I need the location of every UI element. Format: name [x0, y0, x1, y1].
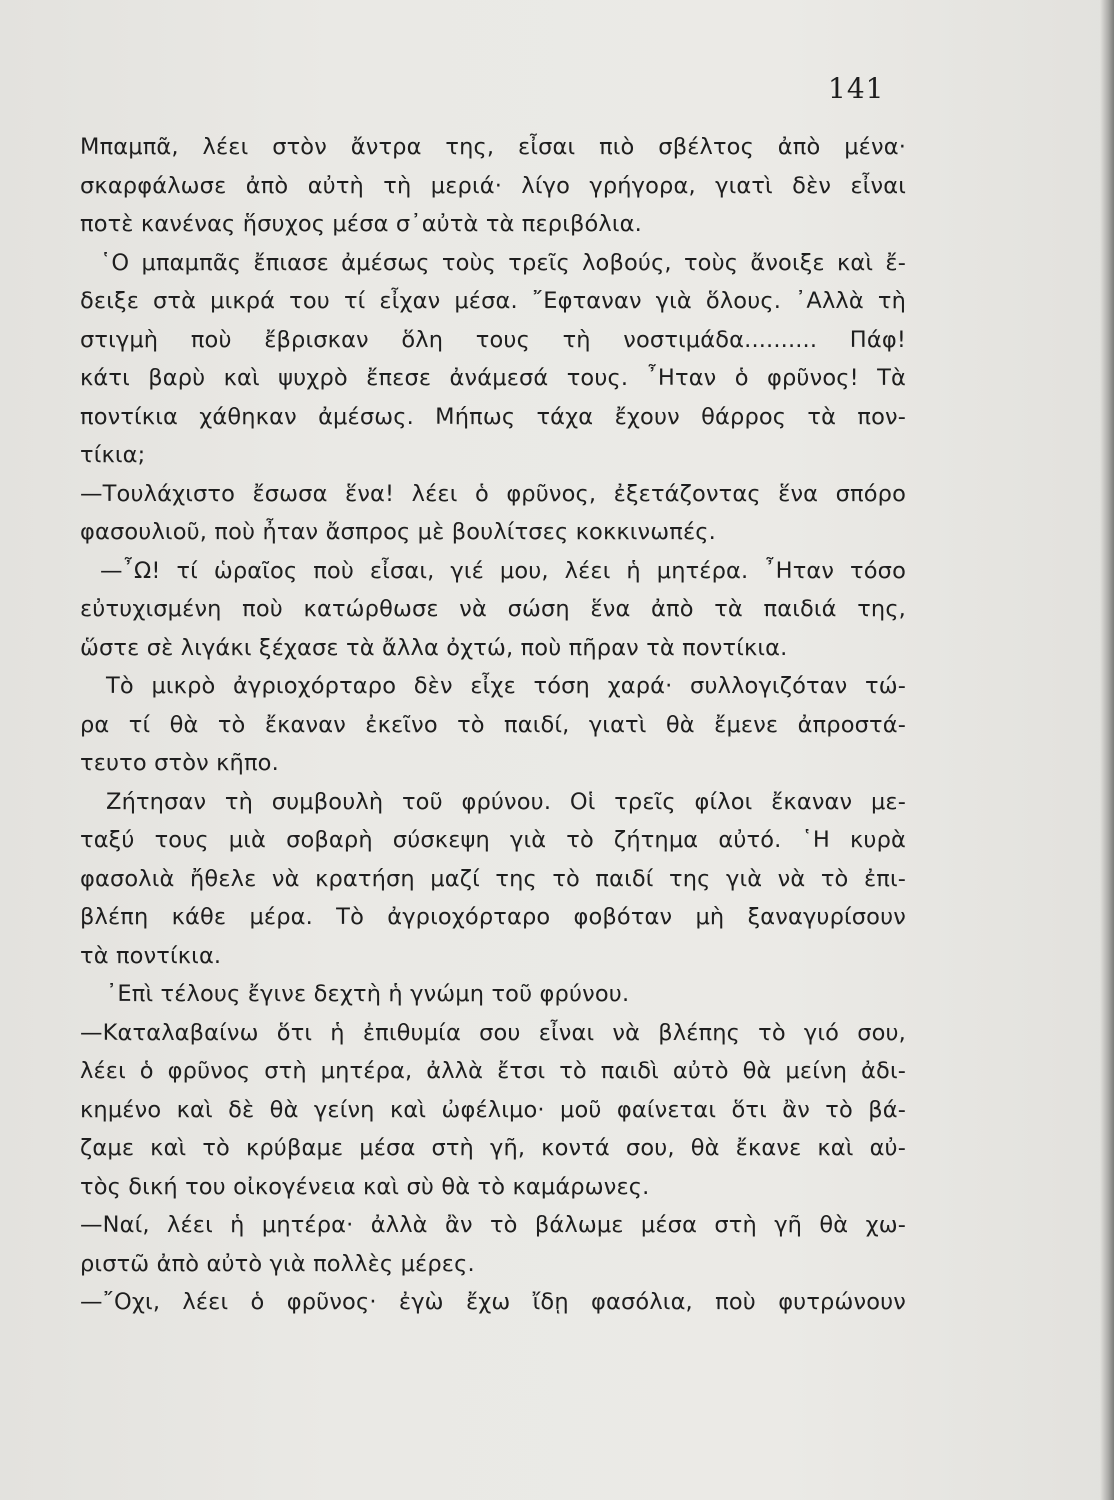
text-line: ταξύ τους μιὰ σοβαρὴ σύσκεψη γιὰ τὸ ζήτημα αὐτό. ῾Η κυρὰ — [80, 827, 906, 853]
text-line: —Ναί, λέει ἡ μητέρα· ἀλλὰ ἂν τὸ βάλωμε μέσα στὴ γῆ θὰ χω- — [80, 1212, 906, 1238]
text-line: Μπαμπᾶ, λέει στὸν ἄντρα της, εἶσαι πιὸ σβέλτος ἀπὸ μένα· — [80, 134, 906, 160]
text-line: ρα τί θὰ τὸ ἔκαναν ἐκεῖνο τὸ παιδί, γιατὶ θὰ ἔμενε ἀπροστά- — [80, 711, 906, 738]
text-line: σκαρφάλωσε ἀπὸ αὐτὴ τὴ μεριά· λίγο γρήγορα, γιατὶ δὲν εἶναι — [80, 172, 906, 199]
text-line: —Τουλάχιστο ἔσωσα ἕνα! λέει ὁ φρῦνος, ἐξετάζοντας ἕνα σπόρο — [80, 480, 906, 507]
page-edge-shadow — [1100, 0, 1114, 1500]
text-line: ποτὲ κανένας ἥσυχος μέσα σ᾿αὐτὰ τὰ περιβόλια. — [80, 211, 642, 237]
text-line: τὰ ποντίκια. — [80, 942, 222, 969]
text-line: δειξε στὰ μικρά του τί εἶχαν μέσα. ῎Εφταναν γιὰ ὅλους. ᾿Αλλὰ τὴ — [80, 288, 906, 314]
text-line: ὥστε σὲ λιγάκι ξέχασε τὰ ἄλλα ὀχτώ, ποὺ πῆραν τὰ ποντίκια. — [80, 634, 788, 661]
text-line: στιγμὴ ποὺ ἔβρισκαν ὅλη τους τὴ νοστιμάδα.......... Πάφ! — [80, 326, 906, 353]
text-line: Τὸ μικρὸ ἀγριοχόρταρο δὲν εἶχε τόση χαρά· συλλογιζόταν τώ- — [106, 673, 906, 699]
text-line: ῾Ο μπαμπᾶς ἔπιασε ἀμέσως τοὺς τρεῖς λοβούς, τοὺς ἄνοιξε καὶ ἔ- — [100, 249, 906, 276]
text-line: εὐτυχισμένη ποὺ κατώρθωσε νὰ σώση ἕνα ἀπὸ τὰ παιδιά της, — [80, 596, 906, 622]
text-line: —῎Οχι, λέει ὁ φρῦνος· ἐγὼ ἔχω ἴδῃ φασόλια, ποὺ φυτρώνουν — [80, 1289, 906, 1315]
text-line: Ζήτησαν τὴ συμβουλὴ τοῦ φρύνου. Οἱ τρεῖς φίλοι ἔκαναν με- — [106, 788, 906, 815]
text-line: κάτι βαρὺ καὶ ψυχρὸ ἔπεσε ἀνάμεσά τους. ῏Ηταν ὁ φρῦνος! Τὰ — [80, 365, 906, 391]
text-line: φασουλιοῦ, ποὺ ἦταν ἄσπρος μὲ βουλίτσες κοκκινωπές. — [80, 519, 716, 545]
text-line: κημένο καὶ δὲ θὰ γείνη καὶ ὠφέλιμο· μοῦ φαίνεται ὅτι ἂν τὸ βά- — [80, 1096, 906, 1123]
page-text — [80, 128, 906, 1322]
text-line: φασολιὰ ἤθελε νὰ κρατήση μαζί της τὸ παιδί της γιὰ νὰ τὸ ἐπι- — [80, 865, 906, 892]
text-line: ποντίκια χάθηκαν ἀμέσως. Μήπως τάχα ἔχουν θάρρος τὰ πον- — [80, 403, 906, 430]
text-line: βλέπη κάθε μέρα. Τὸ ἀγριοχόρταρο φοβόταν μὴ ξαναγυρίσουν — [80, 904, 906, 930]
text-line: ᾿Επὶ τέλους ἔγινε δεχτὴ ἡ γνώμη τοῦ φρύνου. — [106, 981, 630, 1007]
text-line: —῏Ω! τί ὡραῖος ποὺ εἶσαι, γιέ μου, λέει ἡ μητέρα. ῏Ηταν τόσο — [100, 557, 906, 584]
text-line: ριστῶ ἀπὸ αὐτὸ γιὰ πολλὲς μέρες. — [80, 1250, 475, 1277]
text-line: τίκια; — [80, 442, 146, 468]
page-number: 141 — [828, 72, 885, 105]
text-line: ζαμε καὶ τὸ κρύβαμε μέσα στὴ γῆ, κοντά σου, θὰ ἔκανε καὶ αὐ- — [80, 1135, 906, 1161]
text-line: —Καταλαβαίνω ὅτι ἡ ἐπιθυμία σου εἶναι νὰ βλέπης τὸ γιό σου, — [80, 1019, 906, 1046]
text-line: τὸς δική του οἰκογένεια καὶ σὺ θὰ τὸ καμάρωνες. — [80, 1173, 650, 1200]
text-line: λέει ὁ φρῦνος στὴ μητέρα, ἀλλὰ ἔτσι τὸ παιδὶ αὐτὸ θὰ μείνη ἀδι- — [80, 1058, 906, 1084]
text-line: τευτο στὸν κῆπο. — [80, 750, 279, 776]
